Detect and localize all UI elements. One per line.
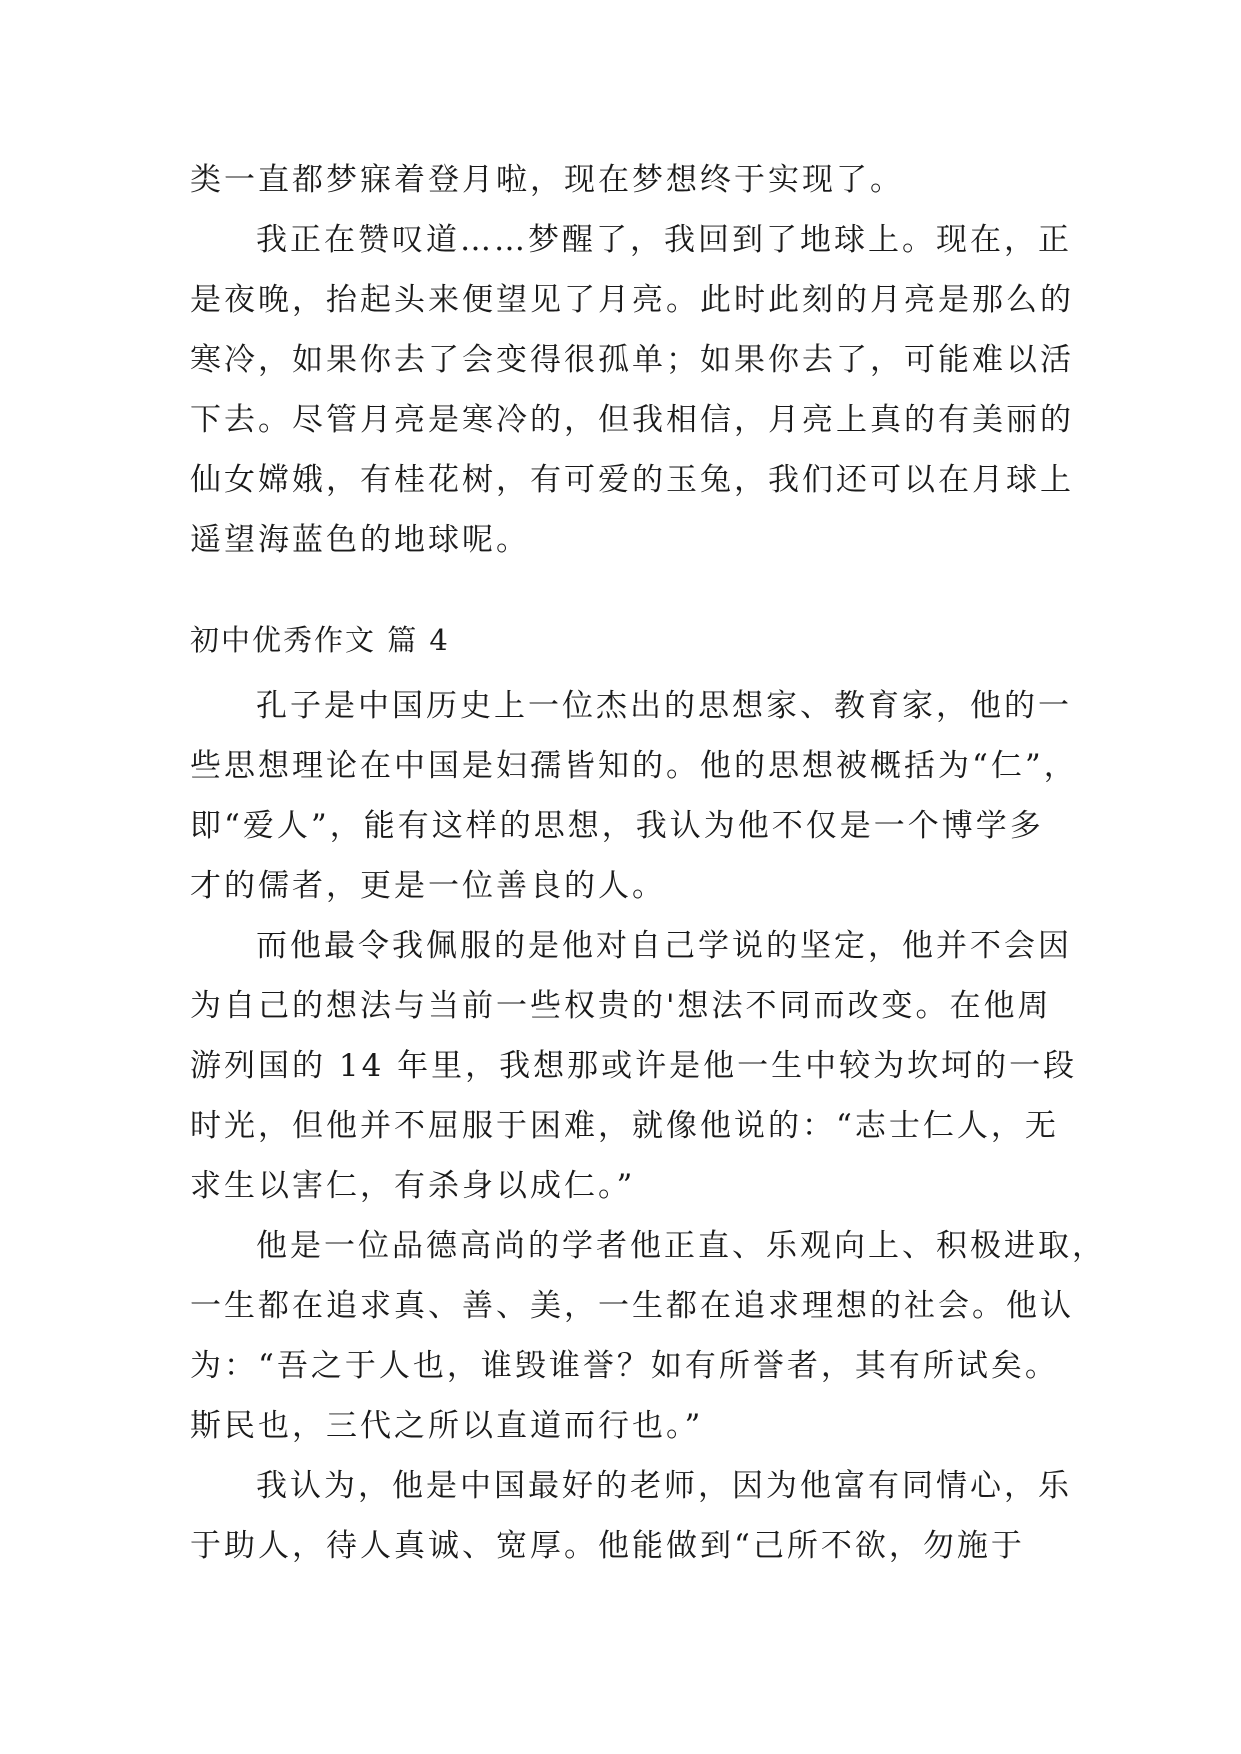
paragraph-line: 于助人，待人真诚、宽厚。他能做到“己所不欲，勿施于 [190,1528,1025,1564]
paragraph-line: 仙女嫦娥，有桂花树，有可爱的玉兔，我们还可以在月球上 [190,462,1074,498]
paragraph-line: 为：“吾之于人也，谁毁谁誉？如有所誉者，其有所试矣。 [190,1348,1059,1384]
paragraph-line: 而他最令我佩服的是他对自己学说的坚定，他并不会因 [256,928,1072,964]
paragraph-line: 我正在赞叹道……梦醒了，我回到了地球上。现在，正 [256,222,1072,258]
paragraph-line: 寒冷，如果你去了会变得很孤单；如果你去了，可能难以活 [190,342,1074,378]
essay-section-1 [190,150,1074,570]
paragraph-line: 下去。尽管月亮是寒冷的，但我相信，月亮上真的有美丽的 [190,402,1074,438]
essay-section-2 [190,676,1106,1576]
paragraph-line: 即“爱人”，能有这样的思想，我认为他不仅是一个博学多 [190,808,1044,844]
essay-heading: 初中优秀作文 篇 4 [190,623,450,657]
paragraph-line: 孔子是中国历史上一位杰出的思想家、教育家，他的一 [256,688,1072,724]
paragraph-line: 求生以害仁，有杀身以成仁。” [190,1168,636,1204]
paragraph-line: 些思想理论在中国是妇孺皆知的。他的思想被概括为“仁”， [190,748,1078,784]
paragraph-line: 游列国的 14 年里，我想那或许是他一生中较为坎坷的一段 [190,1048,1078,1084]
paragraph-line: 斯民也，三代之所以直道而行也。” [190,1408,704,1444]
paragraph-line: 遥望海蓝色的地球呢。 [190,522,530,558]
paragraph-line: 是夜晚，抬起头来便望见了月亮。此时此刻的月亮是那么的 [190,282,1074,318]
paragraph-line: 类一直都梦寐着登月啦，现在梦想终于实现了。 [190,162,904,198]
paragraph-line: 为自己的想法与当前一些权贵的'想法不同而改变。在他周 [190,988,1052,1024]
paragraph-line: 我认为，他是中国最好的老师，因为他富有同情心，乐 [256,1468,1072,1504]
paragraph-line: 他是一位品德高尚的学者他正直、乐观向上、积极进取， [256,1228,1106,1264]
paragraph-line: 一生都在追求真、善、美，一生都在追求理想的社会。他认 [190,1288,1074,1324]
paragraph-line: 时光，但他并不屈服于困难，就像他说的：“志士仁人，无 [190,1108,1059,1144]
paragraph-line: 才的儒者，更是一位善良的人。 [190,868,666,904]
